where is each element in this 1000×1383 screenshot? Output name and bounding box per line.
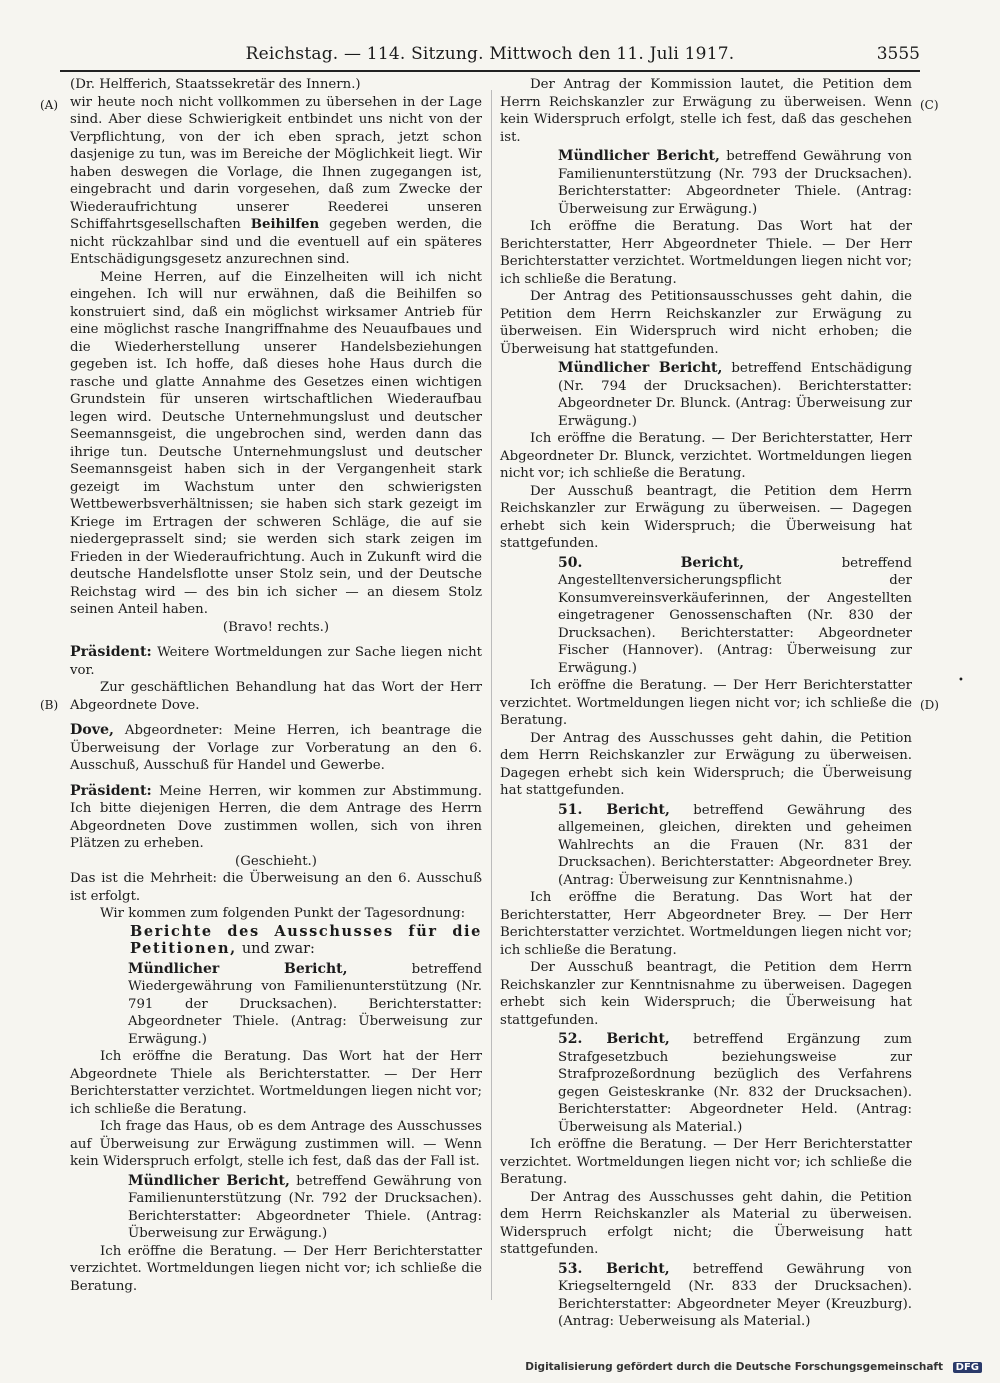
item-text: betreffend Ergänzung zum Strafgesetzbuch beziehungsweise zur Strafprozeßordnung bezüglich des Verfahrens gegen Geisteskranke (Nr. 832 der Drucksachen). Berichterstatter: Abgeordneter Held. (Antrag: Überweisung als Material.) — [558, 1032, 913, 1135]
speech-praesident — [70, 644, 482, 679]
agenda-item — [558, 148, 912, 218]
dfg-logo: DFG — [953, 1362, 982, 1373]
paragraph: Ich eröffne die Beratung. — Der Herr Berichterstatter verzichtet. Wortmeldungen liegen nicht vor; ich schließe die Beratung. — [500, 1137, 912, 1187]
paragraph: Der Antrag des Petitionsausschusses geht dahin, die Petition dem Herrn Reichskanzler zur Erwägung zu überweisen. Ein Widerspruch wird nicht erhoben; die Überweisung hat stattgefunden. — [500, 289, 912, 357]
agenda-item — [558, 1031, 912, 1136]
left-column — [70, 76, 482, 1295]
agenda-item — [558, 802, 912, 890]
column-divider — [491, 90, 492, 1300]
item-text: betreffend Angestelltenversicherungspflicht der Konsumvereinsverkäuferinnen, der Angestellten eingetragener Genossenschaften (Nr. 830 der Drucksachen). Berichterstatter: Abgeordneter Fischer (Hannover). (Antrag: Überweisung zur Erwägung.) — [558, 555, 912, 676]
heading-text: Berichte des Ausschusses für die Petitionen, — [130, 922, 482, 957]
speech-text: Weitere Wortmeldungen zur Sache liegen nicht vor. — [70, 645, 482, 678]
item-text: betreffend Entschädigung (Nr. 794 der Drucksachen). Berichterstatter: Abgeordneter Dr. Blunck. (Antrag: Überweisung zur Erwägung.) — [558, 361, 913, 429]
page-header — [60, 44, 920, 72]
margin-mark-a: (A) — [40, 98, 59, 112]
paragraph: Der Antrag des Ausschusses geht dahin, die Petition dem Herrn Reichskanzler als Material zu überweisen. Widerspruch erfolgt nicht; die Überweisung hatt stattgefunden. — [500, 1189, 912, 1257]
interjection: (Bravo! rechts.) — [222, 619, 330, 635]
text: gegeben werden, die nicht rückzahlbar sind und die eventuell auf ein späteres Entschädigungsgesetz anzurechnen sind. — [70, 217, 482, 267]
paragraph: Zur geschäftlichen Behandlung hat das Wort der Herr Abgeordnete Dove. — [70, 680, 482, 713]
margin-mark-b: (B) — [40, 698, 59, 712]
item-lead: 50. Bericht, — [558, 554, 745, 571]
item-lead: Mündlicher Bericht, — [128, 1172, 290, 1189]
item-lead: Mündlicher Bericht, — [128, 960, 348, 977]
item-lead: 51. Bericht, — [558, 801, 670, 818]
bold-term: Beihilfen — [250, 217, 320, 232]
margin-mark-c: (C) — [920, 98, 939, 112]
paragraph: Der Antrag der Kommission lautet, die Petition dem Herrn Reichskanzler zur Erwägung zu überweisen. Wenn kein Widerspruch erfolgt, stelle ich fest, daß das geschehen ist. — [500, 77, 912, 145]
agenda-item — [558, 1261, 912, 1331]
speaker-name: Präsident: — [70, 782, 152, 799]
paragraph: Ich eröffne die Beratung. Das Wort hat der Berichterstatter, Herr Abgeordneter Thiele. — Der Herr Berichterstatter verzichtet. Wortmeldungen liegen nicht vor; ich schließe die Beratung. — [500, 219, 912, 287]
paragraph: Der Ausschuß beantragt, die Petition dem Herrn Reichskanzler zur Erwägung zu überweisen. — Dagegen erhebt sich kein Widerspruch; die Überweisung hat stattgefunden. — [500, 483, 912, 551]
funding-footer — [525, 1361, 982, 1373]
page-number: 3555 — [876, 44, 920, 64]
paragraph — [70, 94, 482, 269]
item-lead: Mündlicher Bericht, — [558, 360, 723, 376]
speaker-note: (Dr. Helfferich, Staatssekretär des Innern.) — [70, 77, 361, 92]
item-text: betreffend Gewährung von Familienunterstützung (Nr. 793 der Drucksachen). Berichterstatter: Abgeordneter Thiele. (Antrag: Überweisung zur Erwägung.) — [558, 149, 912, 217]
item-lead: Mündlicher Bericht, — [558, 148, 720, 164]
header-title: Reichstag. — 114. Sitzung. Mittwoch den 11. Juli 1917. — [245, 44, 735, 64]
agenda-item — [558, 555, 912, 678]
paragraph: Ich frage das Haus, ob es dem Antrage des Ausschusses auf Überweisung zur Erwägung zustimmen will. — Wenn kein Widerspruch erfolgt, stelle ich fest, daß das der Fall ist. — [70, 1119, 482, 1169]
speaker-name: Dove, — [70, 722, 114, 738]
speech-dove — [70, 722, 482, 775]
agenda-item — [558, 360, 912, 430]
interjection: (Geschieht.) — [235, 853, 317, 869]
speech-text: Abgeordneter: Meine Herren, ich beantrage die Überweisung der Vorlage zur Vorberatung an den 6. Ausschuß, Ausschuß für Handel und Gewerbe. — [70, 723, 482, 773]
section-heading — [130, 923, 482, 959]
heading-tail: und zwar: — [241, 941, 315, 957]
paragraph: Ich eröffne die Beratung. Das Wort hat der Berichterstatter, Herr Abgeordneter Brey. — Der Herr Berichterstatter verzichtet. Wortmeldungen liegen nicht vor; ich schließe die Beratung. — [500, 890, 912, 958]
paragraph: Wir kommen zum folgenden Punkt der Tagesordnung: — [100, 906, 466, 921]
item-text: betreffend Gewährung von Kriegselterngeld (Nr. 833 der Drucksachen). Berichterstatter: Abgeordneter Meyer (Kreuzburg). (Antrag: Ueberweisung als Material.) — [558, 1261, 912, 1329]
stray-mark: • — [958, 675, 964, 686]
paragraph: Meine Herren, auf die Einzelheiten will ich nicht eingehen. Ich will nur erwähnen, daß die Beihilfen so konstruiert sind, daß ein möglichst wirksamer Antrieb für eine möglichst rasche Inangriffnahme des Neuaufbaues und die Wiederherstellung unserer Handelsbeziehungen gegeben ist. Ich hoffe, daß dieses hohe Haus durch die rasche und glatte Annahme des Gesetzes einen wichtigen Grundstein für unseren wirtschaftlichen Wiederaufbau legen wird. Deutsche Unternehmungslust und deutscher Seemannsgeist, die ungebrochen sind, werden dann das ihrige tun. Deutsche Unternehmungslust und deutscher Seemannsgeist haben sich in der Vergangenheit stark gezeigt im Wachstum unter den schwierigsten Wettbewerbsverhältnissen; sie haben sich stark gezeigt im Kriege im Ertragen der schweren Schläge, die auf sie niedergeprasselt sind; sie werden sich stark zeigen im Frieden in der Wiederaufrichtung. Auch in Zukunft wird die deutsche Handelsflotte unser Stolz sein, und der Deutsche Reichstag wird — des bin ich sicher — an diesem Stolz seinen Anteil haben. — [70, 269, 482, 617]
item-text: betreffend Gewährung des allgemeinen, gleichen, direkten und geheimen Wahlrechts an die Frauen (Nr. 831 der Drucksachen). Berichterstatter: Abgeordneter Brey. (Antrag: Überweisung zur Kenntnisnahme.) — [558, 802, 912, 888]
text: wir heute noch nicht vollkommen zu übersehen in der Lage sind. Aber diese Schwierigkeit entbindet uns nicht von der Verpflichtung, von der ich eben sprach, jetzt schon dasjenige zu tun, was im Bereiche der Möglichkeit liegt. Wir haben deswegen die Vorlage, die Ihnen zugegangen ist, eingebracht und darin vorgesehen, daß zum Zwecke der Wiederaufrichtung unserer Reederei unseren Schiffahrtsgesellschaften — [70, 94, 482, 232]
paragraph: Der Antrag des Ausschusses geht dahin, die Petition dem Herrn Reichskanzler zur Erwägung zu überweisen. Dagegen erhebt sich kein Widerspruch; die Überweisung hat stattgefunden. — [500, 730, 912, 798]
item-lead: 53. Bericht, — [558, 1260, 670, 1277]
item-text: betreffend Wiedergewährung von Familienunterstützung (Nr. 791 der Drucksachen). Berichterstatter: Abgeordneter Thiele. (Antrag: Überweisung zur Erwägung.) — [128, 961, 483, 1047]
agenda-item — [128, 1173, 482, 1243]
paragraph: Der Ausschuß beantragt, die Petition dem Herrn Reichskanzler zur Kenntnisnahme zu überweisen. Dagegen erhebt sich kein Widerspruch; die Überweisung hat stattgefunden. — [500, 960, 912, 1028]
paragraph: Ich eröffne die Beratung. — Der Herr Berichterstatter verzichtet. Wortmeldungen liegen nicht vor; ich schließe die Beratung. — [70, 1243, 482, 1294]
paragraph: Das ist die Mehrheit: die Überweisung an den 6. Ausschuß ist erfolgt. — [70, 871, 482, 904]
paragraph: Ich eröffne die Beratung. — Der Berichterstatter, Herr Abgeordneter Dr. Blunck, verzichtet. Wortmeldungen liegen nicht vor; ich schließe die Beratung. — [500, 431, 912, 481]
paragraph: Ich eröffne die Beratung. — Der Herr Berichterstatter verzichtet. Wortmeldungen liegen nicht vor; ich schließe die Beratung. — [500, 678, 912, 728]
speech-text: Meine Herren, wir kommen zur Abstimmung. Ich bitte diejenigen Herren, die dem Antrage des Herrn Abgeordneten Dove zustimmen wollen, sich von ihren Plätzen zu erheben. — [70, 783, 483, 851]
paragraph: Ich eröffne die Beratung. Das Wort hat der Herr Abgeordnete Thiele als Berichterstatter. — Der Herr Berichterstatter verzichtet. Wortmeldungen liegen nicht vor; ich schließe die Beratung. — [70, 1049, 482, 1117]
speech-praesident — [70, 783, 482, 853]
margin-mark-d: (D) — [920, 698, 939, 712]
item-lead: 52. Bericht, — [558, 1031, 670, 1047]
agenda-item — [128, 961, 482, 1049]
right-column — [500, 76, 912, 1331]
footer-text: Digitalisierung gefördert durch die Deutsche Forschungsgemeinschaft — [525, 1361, 943, 1373]
speaker-name: Präsident: — [70, 644, 152, 660]
item-text: betreffend Gewährung von Familienunterstützung (Nr. 792 der Drucksachen). Berichterstatter: Abgeordneter Thiele. (Antrag: Überweisung zur Erwägung.) — [128, 1173, 482, 1241]
